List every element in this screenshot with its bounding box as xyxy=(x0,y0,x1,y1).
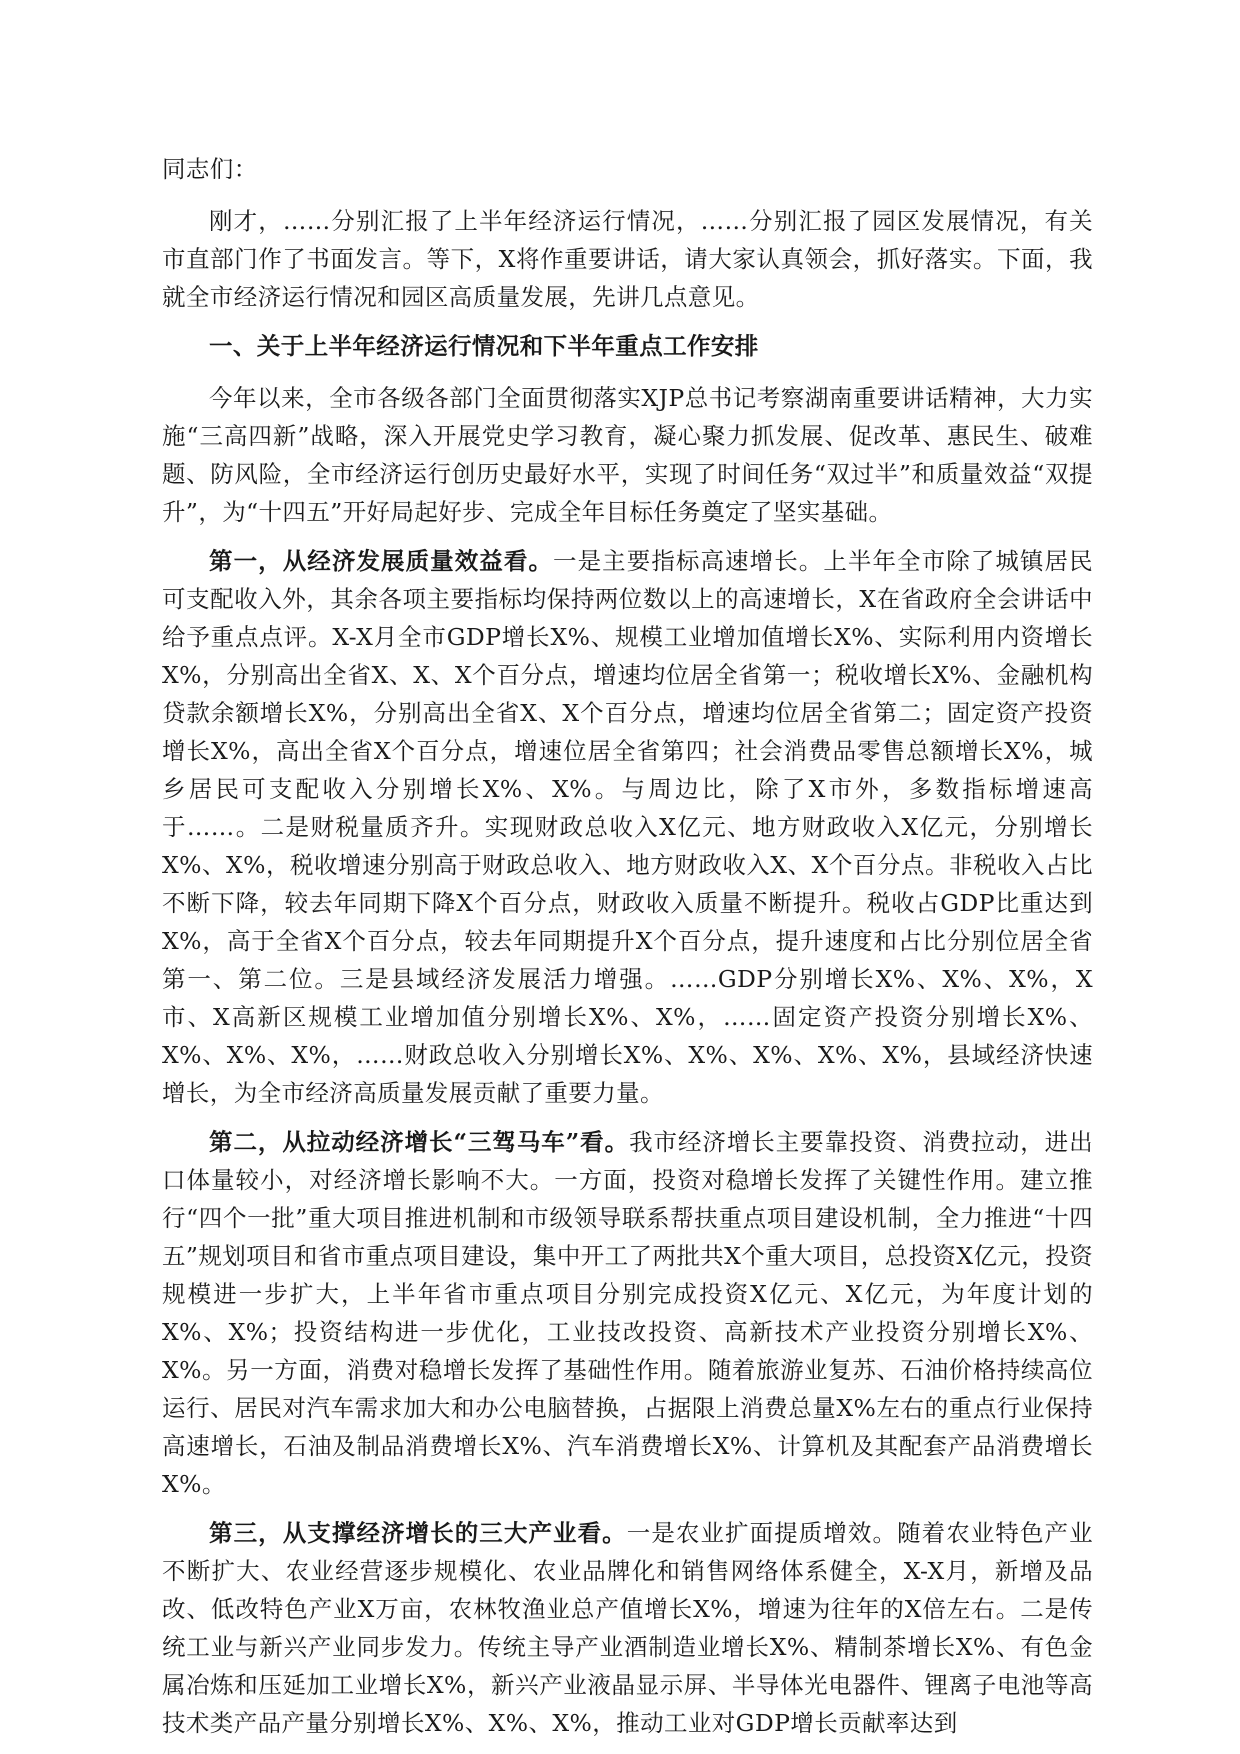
point-2-lead: 第二，从拉动经济增长“三驾马车”看。 xyxy=(209,1128,630,1156)
section-heading: 一、关于上半年经济运行情况和下半年重点工作安排 xyxy=(209,332,759,360)
point-2-paragraph xyxy=(162,1123,1093,1503)
intro-paragraph: 刚才，……分别汇报了上半年经济运行情况，……分别汇报了园区发展情况，有关市直部门作了书面发言。等下，X将作重要讲话，请大家认真领会，抓好落实。下面，我就全市经济运行情况和园区高质量发展，先讲几点意见。 xyxy=(162,207,1093,311)
overview-paragraph: 今年以来，全市各级各部门全面贯彻落实XJP总书记考察湖南重要讲话精神，大力实施“三高四新”战略，深入开展党史学习教育，凝心聚力抓发展、促改革、惠民生、破难题、防风险，全市经济运行创历史最好水平，实现了时间任务“双过半”和质量效益“双提升”，为“十四五”开好局起好步、完成全年目标任务奠定了坚实基础。 xyxy=(162,384,1093,526)
point-1-lead: 第一，从经济发展质量效益看。 xyxy=(209,547,554,575)
point-1-paragraph xyxy=(162,542,1093,1112)
point-3-lead: 第三，从支撑经济增长的三大产业看。 xyxy=(209,1519,627,1547)
point-3-paragraph xyxy=(162,1514,1093,1742)
document-page xyxy=(162,150,1093,1753)
point-3-body: 一是农业扩面提质增效。随着农业特色产业不断扩大、农业经营逐步规模化、农业品牌化和销售网络体系健全，X-X月，新增及品改、低改特色产业X万亩，农林牧渔业总产值增长X%，增速为往年的X倍左右。二是传统工业与新兴产业同步发力。传统主导产业酒制造业增长X%、精制茶增长X%、有色金属冶炼和压延加工业增长X%，新兴产业液晶显示屏、半导体光电器件、锂离子电池等高技术类产品产量分别增长X%、X%、X%，推动工业对GDP增长贡献率达到 xyxy=(162,1519,1093,1737)
point-1-body: 一是主要指标高速增长。上半年全市除了城镇居民可支配收入外，其余各项主要指标均保持两位数以上的高速增长，X在省政府全会讲话中给予重点点评。X-X月全市GDP增长X%、规模工业增加值增长X%、实际利用内资增长X%，分别高出全省X、X、X个百分点，增速均位居全省第一；税收增长X%、金融机构贷款余额增长X%，分别高出全省X、X个百分点，增速均位居全省第二；固定资产投资增长X%，高出全省X个百分点，增速位居全省第四；社会消费品零售总额增长X%，城乡居民可支配收入分别增长X%、X%。与周边比，除了X市外，多数指标增速高于……。二是财税量质齐升。实现财政总收入X亿元、地方财政收入X亿元，分别增长X%、X%，税收增速分别高于财政总收入、地方财政收入X、X个百分点。非税收入占比不断下降，较去年同期下降X个百分点，财政收入质量不断提升。税收占GDP比重达到X%，高于全省X个百分点，较去年同期提升X个百分点，提升速度和占比分别位居全省第一、第二位。三是县域经济发展活力增强。……GDP分别增长X%、X%、X%，X市、X高新区规模工业增加值分别增长X%、X%，……固定资产投资分别增长X%、X%、X%、X%，……财政总收入分别增长X%、X%、X%、X%、X%，县域经济快速增长，为全市经济高质量发展贡献了重要力量。 xyxy=(162,547,1093,1107)
point-2-body: 我市经济增长主要靠投资、消费拉动，进出口体量较小，对经济增长影响不大。一方面，投资对稳增长发挥了关键性作用。建立推行“四个一批”重大项目推进机制和市级领导联系帮扶重点项目建设机制，全力推进“十四五”规划项目和省市重点项目建设，集中开工了两批共X个重大项目，总投资X亿元，投资规模进一步扩大，上半年省市重点项目分别完成投资X亿元、X亿元，为年度计划的X%、X%；投资结构进一步优化，工业技改投资、高新技术产业投资分别增长X%、X%。另一方面，消费对稳增长发挥了基础性作用。随着旅游业复苏、石油价格持续高位运行、居民对汽车需求加大和办公电脑替换，占据限上消费总量X%左右的重点行业保持高速增长，石油及制品消费增长X%、汽车消费增长X%、计算机及其配套产品消费增长X%。 xyxy=(162,1128,1093,1498)
salutation: 同志们： xyxy=(162,155,258,183)
